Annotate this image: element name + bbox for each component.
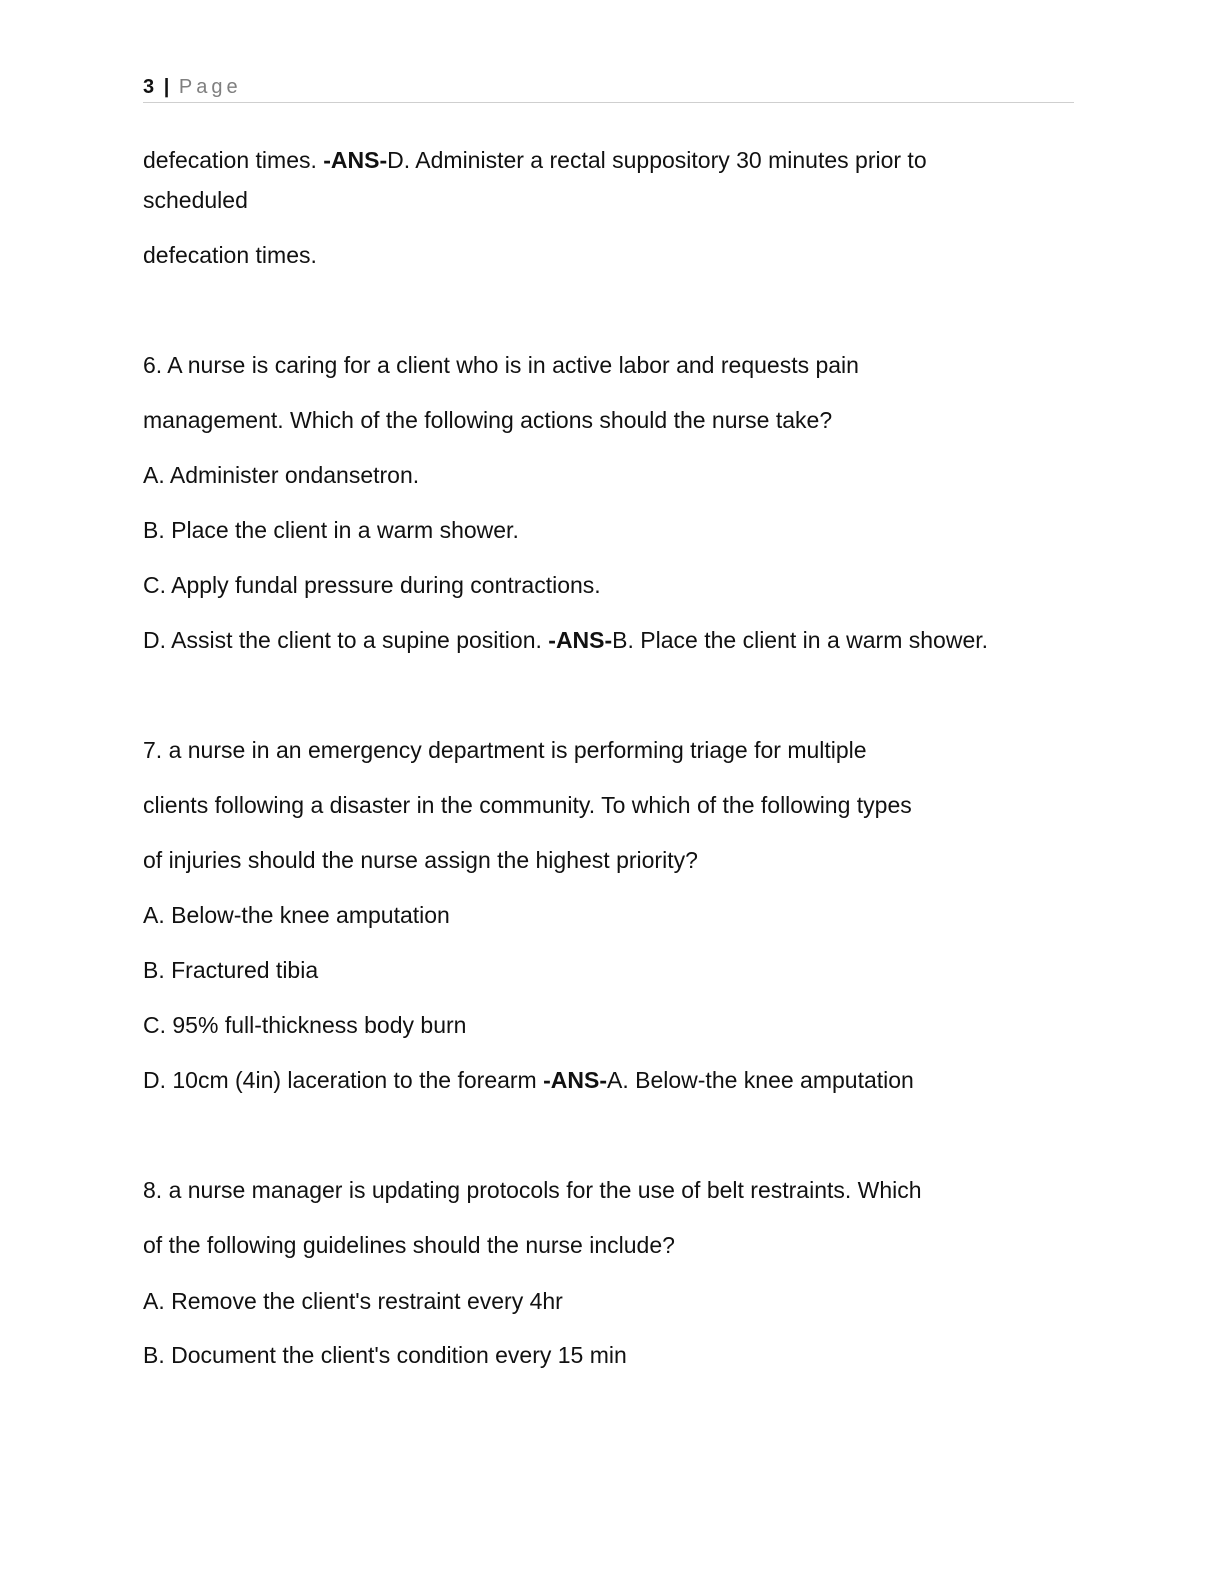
page-label: Page — [178, 76, 242, 98]
q5-answer-continuation: scheduled — [143, 187, 248, 213]
q6-stem-line-2: management. Which of the following actions should the nurse take? — [143, 407, 833, 433]
page-header — [143, 74, 1074, 103]
page-number: 3 — [143, 76, 155, 98]
q6-stem-line-1: 6. A nurse is caring for a client who is in active labor and requests pain — [143, 352, 859, 378]
q7-option-d-with-answer — [143, 1065, 1083, 1095]
q7-option-d: D. 10cm (4in) laceration to the forearm — [143, 1067, 544, 1093]
q7-option-b: B. Fractured tibia — [143, 957, 319, 983]
q5-answer-line: defecation times. -ANS-D. Administer a rectal suppository 30 minutes prior to — [143, 147, 927, 173]
q6-option-d: D. Assist the client to a supine position. — [143, 627, 549, 653]
q8-option-a: A. Remove the client's restraint every 4hr — [143, 1288, 563, 1314]
q8-option-b: B. Document the client's condition every 15 min — [143, 1342, 627, 1368]
q6-answer: B. Place the client in a warm shower. — [612, 627, 989, 653]
q6-option-d-with-answer — [143, 625, 1083, 655]
header-separator: | — [163, 76, 170, 98]
q7-stem-line-1: 7. a nurse in an emergency department is performing triage for multiple — [143, 737, 867, 763]
q7-answer: A. Below-the knee amputation — [607, 1067, 914, 1093]
answer-tag: -ANS- — [548, 627, 613, 653]
q6-option-c: C. Apply fundal pressure during contractions. — [143, 572, 601, 598]
q7-stem-line-2: clients following a disaster in the community. To which of the following types — [143, 792, 912, 818]
q7-option-c: C. 95% full-thickness body burn — [143, 1012, 467, 1038]
answer-text: D. Administer a rectal suppository 30 minutes prior to — [387, 147, 927, 173]
q6-option-b: B. Place the client in a warm shower. — [143, 517, 519, 543]
q5-answer-end: defecation times. — [143, 242, 317, 268]
answer-tag: -ANS- — [323, 147, 388, 173]
q8-stem-line-2: of the following guidelines should the nurse include? — [143, 1232, 675, 1258]
answer-tag: -ANS- — [543, 1067, 607, 1093]
q8-stem-line-1: 8. a nurse manager is updating protocols for the use of belt restraints. Which — [143, 1177, 922, 1203]
q7-stem-line-3: of injuries should the nurse assign the highest priority? — [143, 847, 698, 873]
q7-option-a: A. Below-the knee amputation — [143, 902, 450, 928]
q6-option-a: A. Administer ondansetron. — [143, 462, 420, 488]
